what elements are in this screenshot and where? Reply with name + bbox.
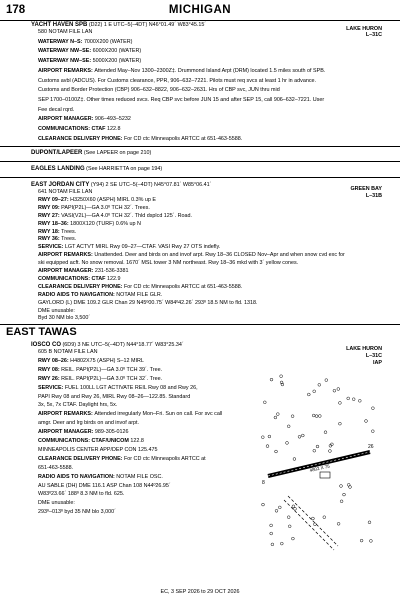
entry-line <box>38 474 163 480</box>
entry-line <box>38 97 324 103</box>
airport-name: EAGLES LANDING <box>31 166 85 172</box>
field-label: AIRPORT REMARKS: <box>38 252 95 259</box>
field-value: For CD ctc Minneapolis ARTCC at 651-463-5588. <box>123 135 243 142</box>
field-value: VASI(V2L)—GA 4.0º TCH 32´. Thld dsplcd 125´. Road. <box>61 212 192 219</box>
divider <box>0 146 400 147</box>
entry-line <box>38 284 242 290</box>
entry-line <box>38 126 120 132</box>
tree-symbol <box>275 450 278 453</box>
field-value: 605 B NOTAM FILE LAN <box>38 349 98 355</box>
field-value: FUEL 100LL LGT ACTIVATE REIL Rwy 08 and Rwy 26, <box>64 384 198 391</box>
entry-line <box>38 221 141 227</box>
airport-entry-yacht-haven <box>0 22 400 152</box>
field-label: AIRPORT REMARKS: <box>38 411 95 418</box>
field-label: RWY 08: <box>38 366 62 373</box>
tree-symbol <box>333 389 336 392</box>
field-value: ski equipped acft. No snow removal. 1670´ MSL tower 3 NM northeast. Rwy 18–36 mkd with 3´ yellow cones. <box>38 260 299 267</box>
field-label: CLEARANCE DELIVERY PHONE: <box>38 455 124 462</box>
city-heading: EAST TAWAS <box>6 326 77 338</box>
runway-end-8: 8 <box>262 480 265 486</box>
chart-sub: L–31B <box>365 193 382 199</box>
tree-symbol <box>280 375 283 378</box>
airport-name: IOSCO CO <box>31 342 62 348</box>
field-label: COMMUNICATIONS: CTAF/UNICOM <box>38 438 131 444</box>
runway-end-26: 26 <box>368 444 374 450</box>
header-rule <box>0 20 400 21</box>
field-value: MINNEAPOLIS CENTER APP/DEP CON 125.475 <box>38 446 158 453</box>
field-label: WATERWAY NW–SE: <box>38 48 93 55</box>
field-label: RWY 36: <box>38 236 62 243</box>
tree-symbol <box>368 521 371 524</box>
field-value: 5000X200 (WATER) <box>92 58 142 65</box>
field-value: Unattended. Deer and birds on and invof arpt. Rwy 18–36 CLOSED Nov–Apr and when snow cvd exc for <box>94 252 345 259</box>
airport-diagram <box>258 372 382 554</box>
entry-line <box>38 29 92 35</box>
page-header <box>0 0 400 22</box>
tree-symbol <box>262 503 265 506</box>
field-label: RWY 09: <box>38 204 62 211</box>
entry-line <box>38 367 162 373</box>
tree-symbol <box>316 445 319 448</box>
tree-symbol <box>270 524 273 527</box>
entry-line <box>38 87 280 93</box>
entry-line <box>38 276 120 282</box>
field-value: Trees. <box>61 228 77 235</box>
field-value: Byd 30 NM blo 3,500´ <box>38 315 91 322</box>
entry-line <box>38 300 257 306</box>
field-value: 7000X200 (WATER) <box>83 38 133 45</box>
tree-symbols <box>261 375 374 546</box>
airport-entry-east-jordan <box>0 182 400 322</box>
field-label: RWY 26: <box>38 375 62 382</box>
divider <box>0 177 400 178</box>
field-value: 580 NOTAM FILE LAN <box>38 29 93 35</box>
tree-symbol <box>286 442 289 445</box>
tree-symbol <box>301 434 304 437</box>
entry-line <box>38 260 298 266</box>
field-value: amgr. Deer and lrg birds on and invof arpt. <box>38 420 139 427</box>
tree-symbol <box>360 539 363 542</box>
entry-line <box>38 358 144 364</box>
divider <box>0 161 400 162</box>
field-label: COMMUNICATIONS: CTAF <box>38 275 107 282</box>
entry-line <box>38 411 222 417</box>
tree-symbol <box>292 505 295 508</box>
tree-symbol <box>268 435 271 438</box>
entry-line <box>38 78 316 84</box>
field-value: Customs avbl (ADCUS). For Customs clearance, PPR, 906–632–7221. Pilots must req svcs at least 1 hr in advance. <box>38 77 317 84</box>
tree-symbol <box>339 402 342 405</box>
entry-line <box>38 438 144 444</box>
entry-line <box>38 197 156 203</box>
field-value: PAPI(P2L)—GA 3.0º TCH 32´. Trees. <box>61 204 150 211</box>
tree-symbol <box>371 430 374 433</box>
field-label: WATERWAY N–S: <box>38 38 84 45</box>
entry-line <box>38 292 162 298</box>
tree-symbol <box>339 422 342 425</box>
tree-symbol <box>313 390 316 393</box>
field-value: 122.8 <box>130 438 144 444</box>
entry-line <box>38 252 345 258</box>
cross-ref-text: (See LAPEER on page 210) <box>83 150 152 156</box>
divider <box>0 324 400 325</box>
field-value: For CD ctc Minneapolis ARTCC at 651-463-5588. <box>123 283 243 290</box>
tree-symbol <box>370 540 373 543</box>
tree-symbol <box>329 450 332 453</box>
field-label: AIRPORT MANAGER: <box>38 268 95 274</box>
field-value: 1800X120 (TURF) 0.6% up N <box>70 220 141 227</box>
field-value: NOTAM FILE OSC. <box>116 473 163 480</box>
field-value: 906–493–5232 <box>94 116 131 123</box>
chart-name: LAKE HURON <box>346 346 382 352</box>
field-value: 641 NOTAM FILE LAN <box>38 189 93 195</box>
field-label: AIRPORT MANAGER: <box>38 429 95 436</box>
tree-symbol <box>292 537 295 540</box>
entry-line <box>38 509 116 515</box>
field-value: Attended irregularly Mon–Fri. Sun on call. For svc call <box>94 411 223 418</box>
tree-symbol <box>307 393 310 396</box>
field-value: 3x, 5x, 7x CTAF. Daylight hrs, 5x. <box>38 402 118 409</box>
field-label: RWY 09–27: <box>38 196 71 203</box>
field-label: SERVICE: <box>38 244 65 251</box>
entry-line <box>38 213 192 219</box>
tree-symbol <box>318 415 321 418</box>
airport-info: (D22) 1 E UTC–5(–4DT) N46°01.49´ W83°45.15´ <box>88 22 207 28</box>
airport-name: EAST JORDAN CITY <box>31 182 90 188</box>
tree-symbol <box>312 414 315 417</box>
entry-line <box>38 394 190 400</box>
entry-line <box>38 349 98 355</box>
field-value: GAYLORD (L) DME 109.2 GLR Chan 29 N45º00.75´ W84º42.26´ 293º 18.5 NM to fld. 1318. <box>38 299 258 306</box>
tree-symbol <box>271 543 274 546</box>
footer-effective-date: EC, 3 SEP 2026 to 29 OCT 2026 <box>160 589 240 595</box>
airport-info: (6D9) 3 NE UTC–5(–4DT) N44°18.77´ W83°25.34´ <box>62 342 184 348</box>
tree-symbol <box>291 415 294 418</box>
tree-symbol <box>287 516 290 519</box>
entry-line <box>38 385 198 391</box>
field-value: AU SABLE (DH) DME 116.1 ASP Chan 108 N44º26.95´ <box>38 482 171 489</box>
tree-symbol <box>347 483 350 486</box>
field-value: For CD ctc Minneapolis ARTCC at <box>123 455 206 462</box>
field-value: H3250X60 (ASPH) MIRL 0.3% up E <box>70 196 156 203</box>
entry-line <box>38 236 76 242</box>
field-value: 122.8 <box>106 126 121 132</box>
entry-line <box>38 456 206 462</box>
field-value: LGT ACTVT MIRL Rwy 09–27—CTAF. VASI Rwy 27 OTS indefly. <box>64 244 221 251</box>
runway-dimension-label: 4802 X 75 <box>309 463 331 473</box>
field-value: 989-305-0126 <box>94 429 129 436</box>
entry-line <box>38 136 242 142</box>
entry-line <box>38 189 92 195</box>
tree-symbol <box>270 378 273 381</box>
page-number: 178 <box>6 4 26 16</box>
field-value: 6000X200 (WATER) <box>92 48 142 55</box>
entry-line <box>38 116 131 122</box>
tree-symbol <box>312 517 315 520</box>
field-value: NOTAM FILE GLR. <box>116 291 163 298</box>
chart-sub: L–31C <box>365 353 382 359</box>
field-value: Fee decal rqrd. <box>38 106 75 113</box>
tree-symbol <box>337 522 340 525</box>
tree-symbol <box>315 415 318 418</box>
airport-name: YACHT HAVEN SPB <box>31 22 88 28</box>
tree-symbol <box>275 509 278 512</box>
field-label: RWY 18: <box>38 228 62 235</box>
road <box>284 500 334 550</box>
entry-line <box>38 268 128 274</box>
field-value: 293º–013º byd 35 NM blo 3,000´ <box>38 509 116 516</box>
tree-symbol <box>314 523 317 526</box>
apron <box>320 472 330 478</box>
field-label: RWY 18–36: <box>38 220 71 227</box>
chart-iap: IAP <box>373 360 382 366</box>
entry-line <box>38 500 75 506</box>
entry-line <box>38 229 76 235</box>
tree-symbol <box>318 383 321 386</box>
field-value: REIL. PAPI(P2L)—GA 3.0º TCH 39´. Tree. <box>61 366 163 373</box>
entry-line <box>38 429 128 435</box>
field-label: CLEARANCE DELIVERY PHONE: <box>38 283 124 290</box>
entry-line <box>38 465 73 471</box>
field-value: REIL. PAPI(P2L)—GA 3.0º TCH 32´. Tree. <box>61 375 163 382</box>
tree-symbol <box>347 397 350 400</box>
tree-symbol <box>280 542 283 545</box>
tree-symbol <box>313 449 316 452</box>
tree-symbol <box>340 500 343 503</box>
field-value: 122.9 <box>106 275 121 282</box>
field-label: AIRPORT REMARKS: <box>38 67 95 74</box>
chart-name: GREEN BAY <box>350 186 382 192</box>
road <box>288 496 338 546</box>
field-value: H4802X75 (ASPH) S–12 MIRL <box>70 357 144 364</box>
entry-line <box>38 58 141 64</box>
entry-line <box>38 308 75 314</box>
tree-symbol <box>337 388 340 391</box>
entry-line <box>38 420 139 426</box>
tree-symbol <box>372 407 375 410</box>
tree-symbol <box>365 420 368 423</box>
tree-symbol <box>325 379 328 382</box>
field-label: RADIO AIDS TO NAVIGATION: <box>38 473 117 480</box>
entry-line <box>38 48 141 54</box>
tree-symbol <box>324 431 327 434</box>
field-value: W83º23.66´ 188º 8.3 NM to fld. 625. <box>38 491 125 498</box>
state-title: MICHIGAN <box>168 4 232 16</box>
tree-symbol <box>352 398 355 401</box>
field-label: RADIO AIDS TO NAVIGATION: <box>38 291 117 298</box>
tree-symbol <box>293 458 296 461</box>
tree-symbol <box>274 416 277 419</box>
field-value: PAPI Rwy 08 and Rwy 26, MIRL Rwy 08–26—122.85. Standard <box>38 393 191 400</box>
entry-line <box>38 244 220 250</box>
tree-symbol <box>263 401 266 404</box>
field-label: WATERWAY NW–SE: <box>38 58 93 65</box>
field-value: Attended May–Nov 1300–2300Z‡. Drummond Island Arpt (DRM) located 1.5 miles south of SPB. <box>94 67 326 74</box>
field-value: Trees. <box>61 236 77 243</box>
tree-symbol <box>270 532 273 535</box>
tree-symbol <box>323 516 326 519</box>
field-label: COMMUNICATIONS: CTAF <box>38 126 107 132</box>
entry-line <box>38 68 325 74</box>
field-value: Customs and Border Protection (CBP) 906–632–8822, 906–632–2631. Hrs of CBP svc, JUN thru mid <box>38 87 280 94</box>
chart-sub: L–31C <box>365 32 382 38</box>
entry-line <box>38 205 150 211</box>
entry-line <box>38 39 132 45</box>
tree-symbol <box>287 425 290 428</box>
tree-symbol <box>288 525 291 528</box>
entry-line <box>38 447 157 453</box>
entry-line <box>38 402 117 408</box>
entry-line <box>38 107 74 113</box>
field-label: RWY 08–26: <box>38 357 71 364</box>
tree-symbol <box>278 506 281 509</box>
field-value: 651-463-5588. <box>38 464 74 471</box>
tree-symbol <box>340 485 343 488</box>
field-label: AIRPORT MANAGER: <box>38 116 95 123</box>
field-value: SEP 1700–0100Z‡. Other times reduced svcs. Req CBP svc before JUN 15 and after SEP 15, call 906–632–7221. User <box>38 96 325 103</box>
tree-symbol <box>343 493 346 496</box>
chart-name: LAKE HURON <box>346 26 382 32</box>
entry-line <box>38 315 90 321</box>
tree-symbol <box>276 413 279 416</box>
airport-name: DUPONT/LAPEER <box>31 150 83 156</box>
entry-line <box>38 483 171 489</box>
field-label: CLEARANCE DELIVERY PHONE: <box>38 135 124 142</box>
cross-ref-text: (See HARRIETTA on page 194) <box>86 166 163 172</box>
field-value: DME unusable: <box>38 307 75 314</box>
tree-symbol <box>358 399 361 402</box>
airport-info: (Y94) 2 SE UTC–5(–4DT) N45°07.81´ W85°06.41´ <box>90 182 212 188</box>
entry-line <box>38 491 124 497</box>
field-value: 231-536-3381 <box>94 268 129 274</box>
entry-line <box>38 376 162 382</box>
field-label: SERVICE: <box>38 384 65 391</box>
tree-symbol <box>266 445 269 448</box>
tree-symbol <box>261 436 264 439</box>
field-label: RWY 27: <box>38 212 62 219</box>
tree-symbol <box>298 435 301 438</box>
field-value: DME unusable: <box>38 500 75 507</box>
